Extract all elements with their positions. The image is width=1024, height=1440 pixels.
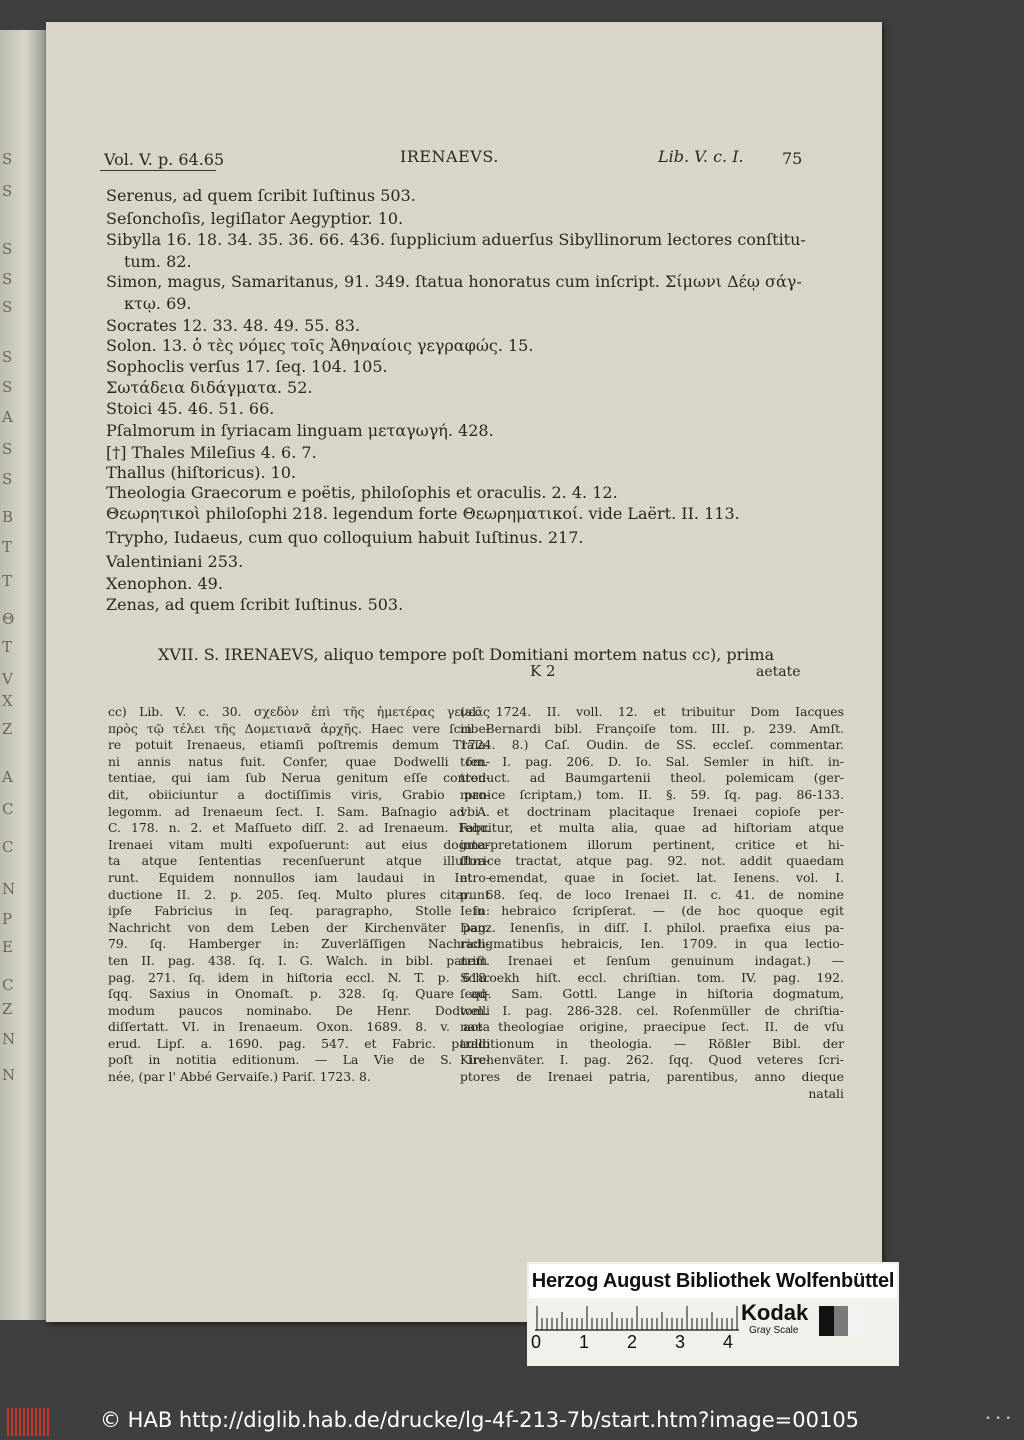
previous-page-letter: S bbox=[2, 270, 13, 288]
index-entry: tum. 82. bbox=[124, 252, 192, 271]
previous-page-letter: T bbox=[2, 572, 13, 590]
footnote-line: vbi et doctrinam placitaque Irenaei copioſe per- bbox=[460, 803, 844, 819]
footnote-line: troduct. ad Baumgartenii theol. polemicam (ger- bbox=[460, 770, 844, 786]
footnote-line: interpretationem illorum pertinent, critice et hi- bbox=[460, 836, 844, 852]
ruler-number: 2 bbox=[627, 1332, 638, 1352]
previous-page-letter: X bbox=[2, 692, 13, 710]
barcode-bar bbox=[39, 1408, 41, 1436]
footnote-line: ni annis natus fuit. Confer, quae Dodwelli ſen- bbox=[108, 753, 490, 769]
ruler-number: 0 bbox=[531, 1332, 542, 1352]
gray-patch bbox=[834, 1306, 849, 1336]
previous-page-letter: S bbox=[2, 240, 13, 258]
gray-patch bbox=[848, 1306, 863, 1336]
header-volume-ref: Vol. V. p. 64.65 bbox=[104, 150, 225, 169]
footnote-line: pag. 271. ſq. idem in hiſtoria eccl. N. T. p. 618. bbox=[108, 969, 490, 985]
previous-page-letter: N bbox=[2, 1030, 16, 1048]
page-number: 75 bbox=[782, 149, 803, 168]
previous-page-letter: S bbox=[2, 378, 13, 396]
footnote-line: (al. 1724. II. voll. 12. et tribuitur Dom Iacques bbox=[460, 704, 844, 719]
ruler-numbers bbox=[527, 1332, 757, 1356]
previous-page-letter: Z bbox=[2, 1000, 13, 1018]
index-entry: κτῳ. 69. bbox=[124, 294, 192, 313]
previous-page-letter: Θ bbox=[2, 610, 15, 628]
index-entry: [†] Thales Mileſius 4. 6. 7. bbox=[106, 443, 317, 462]
index-entry: Stoici 45. 46. 51. 66. bbox=[106, 399, 275, 418]
footnote-line: nem Irenaei et ſenſum genuinum indagat.) — bbox=[460, 952, 844, 968]
previous-page-letter: Z bbox=[2, 720, 13, 738]
footer-bar bbox=[0, 1404, 1024, 1440]
footnote-line: tentiae, qui iam ſub Nerua genitum eſſe conten- bbox=[108, 770, 490, 786]
footnote-right-column bbox=[460, 704, 844, 1102]
footnote-line: poſt in notitia editionum. — La Vie de S. Ire- bbox=[108, 1052, 490, 1068]
footnote-line: ductione II. 2. p. 205. ſeq. Multo plures citarunt bbox=[108, 886, 490, 902]
previous-page-letters bbox=[0, 30, 18, 1320]
catchword: aetate bbox=[756, 664, 801, 680]
signature-mark: K 2 bbox=[530, 662, 556, 680]
section-heading: XVII. S. IRENAEVS, aliquo tempore poſt Domitiani mortem natus cc), prima bbox=[158, 645, 775, 664]
footnote-line: ſqq. Saxius in Onomaſt. p. 328. ſq. Quare ad- bbox=[108, 986, 490, 1002]
previous-page-letter: S bbox=[2, 150, 13, 168]
previous-page-letter: N bbox=[2, 880, 16, 898]
ruler-number: 3 bbox=[675, 1332, 686, 1352]
previous-page-letter: A bbox=[2, 408, 13, 426]
footnote-line: diſſertatt. VI. in Irenaeum. Oxon. 1689. 8. v. acta bbox=[108, 1019, 490, 1035]
barcode-bar bbox=[15, 1408, 17, 1436]
index-entry: Thallus (hiſtoricus). 10. bbox=[106, 463, 297, 482]
footnote-line: πρὸς τῷ τέλει τῆς Δομετιανᾶ ἀρχῆς. Haec vere ſcribe- bbox=[108, 720, 490, 736]
footnote-line: re potuit Irenaeus, etiamſi poſtremis demum Traia- bbox=[108, 737, 490, 753]
index-entry: Xenophon. 49. bbox=[106, 574, 223, 593]
footnote-line: traditionum in theologia. — Rößler Bibl. der bbox=[460, 1035, 844, 1051]
footnote-line: nae theologiae origine, praecipue ſect. II. de vſu bbox=[460, 1019, 844, 1035]
footnote-line: erud. Lipſ. a. 1690. pag. 547. et Fabric. paullo bbox=[108, 1035, 490, 1051]
index-entry: Seſonchoſis, legiſlator Aegyptior. 10. bbox=[106, 209, 404, 228]
previous-page-letter: S bbox=[2, 440, 13, 458]
footnote-line: dit, obiiciuntur a doctiſſimis viris, Grabio pro- bbox=[108, 786, 490, 802]
barcode-bar bbox=[35, 1408, 37, 1436]
barcode-bar bbox=[31, 1408, 33, 1436]
footnote-line: 79. ſq. Hamberger in: Zuverläſſigen Nachrich- bbox=[108, 936, 490, 952]
footnote-line: cc) Lib. V. c. 30. σχεδὸν ἐπὶ τῆς ἡμετέρας γενεᾶς bbox=[108, 704, 490, 719]
barcode-bar bbox=[19, 1408, 21, 1436]
footnote-line: C. 178. n. 2. et Maſſueto diſſ. 2. ad Irenaeum. Fabr. bbox=[108, 820, 490, 836]
footnote-line: ſeqq. Sam. Gottl. Lange in hiſtoria dogmatum, bbox=[460, 986, 844, 1002]
previous-page-letter: C bbox=[2, 800, 14, 818]
previous-page-letter: P bbox=[2, 910, 13, 928]
index-entry: Zenas, ad quem ſcribit Iuſtinus. 503. bbox=[106, 595, 404, 614]
footnote-line: ten II. pag. 438. ſq. I. G. Walch. in bibl. patriſt. bbox=[108, 952, 490, 968]
footnote-line: modum paucos nominabo. De Henr. Dodwelli bbox=[108, 1002, 490, 1018]
previous-page-letter: S bbox=[2, 470, 13, 488]
previous-page-edge bbox=[0, 30, 46, 1320]
previous-page-letter: V bbox=[2, 670, 13, 688]
index-entry: Σωτάδεια διδάγματα. 52. bbox=[106, 378, 313, 397]
footnote-line: ptores de Irenaei patria, parentibus, anno dieque bbox=[460, 1069, 844, 1085]
footnote-line: ipſe Fabricius in ſeq. paragrapho, Stolle in: bbox=[108, 903, 490, 919]
color-calibration-card bbox=[527, 1262, 899, 1366]
footnote-line: Danz. Ienenſis, in diſſ. I. philol. praefixa eius pa- bbox=[460, 919, 844, 935]
previous-page-letter: B bbox=[2, 508, 14, 526]
barcode-bar bbox=[27, 1408, 29, 1436]
footnote-line: tom. I. pag. 206. D. Io. Sal. Semler in hiſt. in- bbox=[460, 753, 844, 769]
header-book-ref: Lib. V. c. I. bbox=[658, 147, 744, 166]
gray-scale-label: Gray Scale bbox=[749, 1325, 799, 1336]
header-title: IRENAEVS. bbox=[400, 147, 499, 166]
index-entry: Theologia Graecorum e poëtis, philoſophis et oraculis. 2. 4. 12. bbox=[106, 483, 618, 502]
index-entry: Pſalmorum in ſyriacam linguam μεταγωγή. 428. bbox=[106, 421, 494, 440]
footnote-line: p. 68. ſeq. de loco Irenaei II. c. 41. de nomine bbox=[460, 886, 844, 902]
index-entry: Trypho, Iudaeus, cum quo colloquium habuit Iuſtinus. 217. bbox=[106, 528, 584, 547]
gray-patches bbox=[819, 1306, 863, 1336]
footnote-line: Nachricht von dem Leben der Kirchenväter pag. bbox=[108, 919, 490, 935]
header-underline bbox=[100, 170, 216, 171]
ruler-number: 1 bbox=[579, 1332, 590, 1352]
previous-page-letter: A bbox=[2, 768, 13, 786]
barcode-icon bbox=[6, 1406, 50, 1438]
index-entry: Simon, magus, Samaritanus, 91. 349. ſtatua honoratus cum inſcript. Σίμωνι Δέῳ σάγ- bbox=[106, 272, 802, 291]
footnote-line: manice ſcriptam,) tom. II. §. 59. ſq. pag. 86-133. bbox=[460, 786, 844, 802]
index-entry: Sibylla 16. 18. 34. 35. 36. 66. 436. ſupplicium aduerſus Sibyllinorum lectores conſtitu- bbox=[106, 230, 806, 249]
previous-page-letter: N bbox=[2, 1066, 16, 1084]
previous-page-letter: S bbox=[2, 348, 13, 366]
footnote-line: 1724. 8.) Caſ. Oudin. de SS. eccleſ. commentar. bbox=[460, 737, 844, 753]
footer-dots: • • • bbox=[985, 1414, 1012, 1424]
footnote-line: tom. I. pag. 286-328. cel. Roſenmüller de chriſtia- bbox=[460, 1002, 844, 1018]
ruler-icon bbox=[535, 1302, 743, 1332]
kodak-logo: Kodak bbox=[741, 1300, 809, 1325]
previous-page-letter: S bbox=[2, 298, 13, 316]
footnote-line: née, (par l' Abbé Gervaiſe.) Pariſ. 1723. 8. bbox=[108, 1069, 371, 1085]
ruler-number: 4 bbox=[723, 1332, 734, 1352]
previous-page-letter: E bbox=[2, 938, 13, 956]
footnote-line: legomm. ad Irenaeum ſect. I. Sam. Baſnagio ad A. bbox=[108, 803, 490, 819]
index-entry: Serenus, ad quem ſcribit Iuſtinus 503. bbox=[106, 186, 416, 205]
barcode-bar bbox=[7, 1408, 9, 1436]
index-entry: Socrates 12. 33. 48. 49. 55. 83. bbox=[106, 316, 361, 335]
index-entry: Θεωρητικοὶ philoſophi 218. legendum forte Θεωρηματικοί. vide Laërt. II. 113. bbox=[106, 504, 740, 523]
footnote-left-column bbox=[108, 704, 490, 1086]
footnote-line: radigmatibus hebraicis, Ien. 1709. in qua lectio- bbox=[460, 936, 844, 952]
footnote-line: runt. Equidem nonnullos iam laudaui in Intro- bbox=[108, 869, 490, 885]
index-entry: Sophoclis verſus 17. ſeq. 104. 105. bbox=[106, 357, 388, 376]
footnote-line: natali bbox=[808, 1085, 844, 1101]
previous-page-letter: T bbox=[2, 538, 13, 556]
barcode-bar bbox=[47, 1408, 49, 1436]
previous-page-letter: C bbox=[2, 976, 14, 994]
barcode-bar bbox=[23, 1408, 25, 1436]
footnote-line: Ieſu hebraico ſcripſerat. — (de hoc quoque egit bbox=[460, 903, 844, 919]
footnote-line: Kirchenväter. I. pag. 262. ſqq. Quod veteres ſcri- bbox=[460, 1052, 844, 1068]
previous-page-letter: C bbox=[2, 838, 14, 856]
footnote-line: Schroekh hiſt. eccl. chriſtian. tom. IV. pag. 192. bbox=[460, 969, 844, 985]
index-entry: Solon. 13. ὁ τὲς νόμες τοῖς Ἀθηναίοις γεγραφώς. 15. bbox=[106, 336, 534, 355]
barcode-bar bbox=[43, 1408, 45, 1436]
previous-page-letter: T bbox=[2, 638, 13, 656]
index-entry: Valentiniani 253. bbox=[106, 552, 244, 571]
footer-copyright-link[interactable]: © HAB http://diglib.hab.de/drucke/lg-4f-213-7b/start.htm?image=00105 bbox=[100, 1408, 860, 1432]
footnote-line: in Bernardi bibl. Françoiſe tom. III. p. 239. Amſt. bbox=[460, 720, 844, 736]
book-page bbox=[46, 22, 882, 1322]
barcode-bar bbox=[11, 1408, 13, 1436]
footnote-line: ſequitur, et multa alia, quae ad hiſtoriam atque bbox=[460, 820, 844, 836]
footnote-line: et emendat, quae in ſociet. lat. Ienens. vol. I. bbox=[460, 869, 844, 885]
footnote-line: Irenaei vitam multi expoſuerunt: aut eius dogma- bbox=[108, 836, 490, 852]
footnote-line: ſtorice tractat, atque pag. 92. not. addit quaedam bbox=[460, 853, 844, 869]
card-title: Herzog August Bibliothek Wolfenbüttel bbox=[529, 1264, 897, 1298]
gray-patch bbox=[819, 1306, 834, 1336]
previous-page-letter: S bbox=[2, 182, 13, 200]
footnote-line: ta atque ſententias recenſuerunt atque illuſtra- bbox=[108, 853, 490, 869]
